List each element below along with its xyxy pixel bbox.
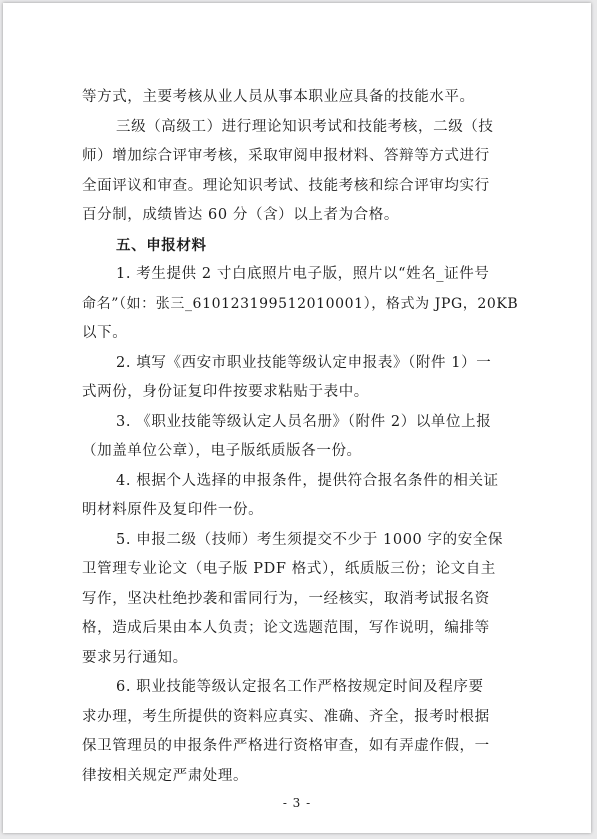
text-line: 5. 申报二级（技师）考生须提交不少于 1000 字的安全保	[116, 531, 504, 548]
text-line: 保卫管理员的申报条件严格进行资格审查，如有弄虚作假，一	[82, 738, 490, 754]
text-line: 律按相关规定严肃处理。	[82, 767, 249, 784]
text-line: 全面评议和审查。理论知识考试、技能考核和综合评审均实行	[82, 177, 490, 194]
text-line: 求办理，考生所提供的资料应真实、准确、齐全，报考时根据	[82, 708, 490, 725]
text-line: 4. 根据个人选择的申报条件，提供符合报名条件的相关证	[116, 472, 499, 489]
document-body	[82, 83, 518, 791]
text-line: 明材料原件及复印件一份。	[82, 502, 264, 518]
text-line: 卫管理专业论文（电子版 PDF 格式），纸质版三份；论文自主	[82, 561, 496, 577]
text-line: 2. 填写《西安市职业技能等级认定申报表》（附件 1）一	[116, 354, 492, 371]
text-line: 师）增加综合评审考核，采取审阅申报材料、答辩等方式进行	[82, 148, 490, 164]
text-line: 等方式，主要考核从业人员从事本职业应具备的技能水平。	[82, 89, 475, 105]
section-heading: 五、申报材料	[116, 236, 207, 254]
page-number: - 3 -	[282, 796, 312, 810]
text-line: 1. 考生提供 2 寸白底照片电子版，照片以“姓名_证件号	[116, 266, 490, 282]
text-line: 三级（高级工）进行理论知识考试和技能考核，二级（技	[116, 118, 494, 135]
text-line: 命名”（如：张三_610123199512010001），格式为 JPG，20KB	[82, 295, 519, 312]
text-line: 式两份，身份证复印件按要求粘贴于表中。	[82, 384, 369, 400]
text-line: 以下。	[82, 325, 128, 341]
text-line: 要求另行通知。	[82, 649, 188, 666]
text-line: （加盖单位公章），电子版纸质版各一份。	[82, 443, 362, 459]
text-line: 百分制，成绩皆达 60 分（含）以上者为合格。	[82, 207, 399, 223]
document-page	[3, 3, 591, 833]
text-line: 6. 职业技能等级认定报名工作严格按规定时间及程序要	[116, 679, 484, 695]
text-line: 格，造成后果由本人负责；论文选题范围，写作说明，编排等	[82, 620, 490, 636]
text-line: 3. 《职业技能等级认定人员名册》（附件 2）以单位上报	[116, 413, 492, 430]
text-line: 写作，坚决杜绝抄袭和雷同行为，一经核实，取消考试报名资	[82, 590, 490, 607]
